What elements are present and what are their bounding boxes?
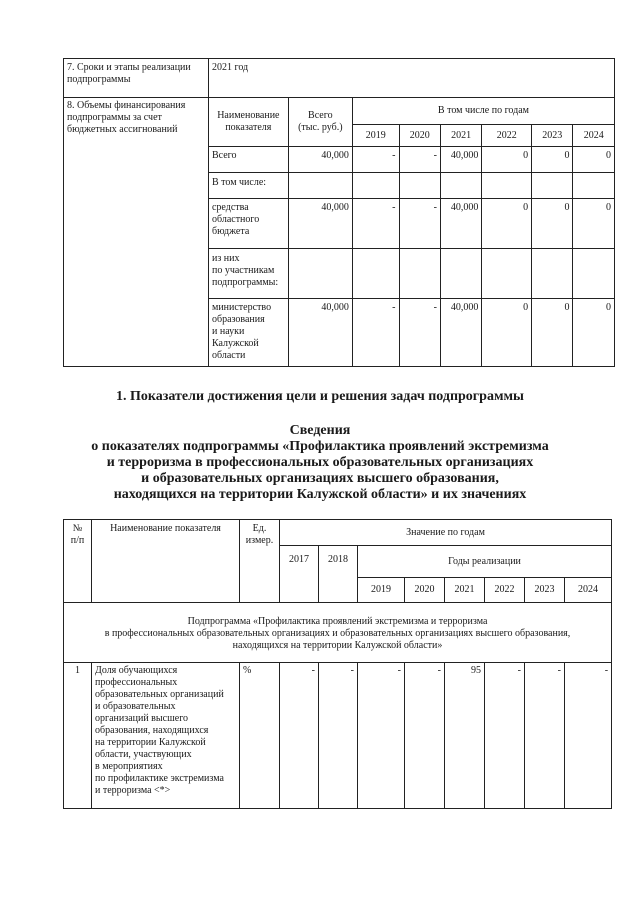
info-title: Сведения [289, 423, 351, 438]
year-2019: 2019 [352, 125, 399, 147]
cell: - [565, 663, 612, 809]
row-name: Всего [208, 147, 288, 173]
row7-label: 7. Сроки и этапы реализации подпрограммы [64, 59, 209, 98]
cell: - [485, 663, 525, 809]
cell: 0 [532, 299, 573, 367]
year-2024: 2024 [573, 125, 615, 147]
row-name: Доля обучающихся профессиональных образовательных организаций и образовательных организаций высшего образования, находящихся на территории Калужской области, участвующих в мероприятиях по профилактике экстремизма и терроризма <*> [92, 663, 240, 809]
cell: - [352, 199, 399, 249]
row-name: средства областного бюджета [208, 199, 288, 249]
cell: - [280, 663, 319, 809]
year-2021: 2021 [440, 125, 481, 147]
indicators-table [63, 519, 612, 809]
year-2022: 2022 [482, 125, 532, 147]
row-num: 1 [64, 663, 92, 809]
cell: - [399, 299, 440, 367]
table-row [64, 663, 612, 809]
cell [482, 173, 532, 199]
cell: 95 [445, 663, 485, 809]
cell [532, 173, 573, 199]
year-2019: 2019 [358, 578, 405, 603]
cell [399, 249, 440, 299]
year-2024: 2024 [565, 578, 612, 603]
row-total: 40,000 [288, 299, 352, 367]
row-name: министерство образования и науки Калужской области [208, 299, 288, 367]
cell: 0 [573, 299, 615, 367]
cell: 0 [573, 199, 615, 249]
row-total: 40,000 [288, 147, 352, 173]
cell: 40,000 [440, 199, 481, 249]
header-name: Наименование показателя [92, 520, 240, 603]
year-2023: 2023 [532, 125, 573, 147]
cell [440, 173, 481, 199]
row-unit: % [240, 663, 280, 809]
cell [532, 249, 573, 299]
header-by-years: В том числе по годам [352, 98, 614, 125]
row-name: из них по участникам подпрограммы: [208, 249, 288, 299]
row7-value: 2021 год [208, 59, 614, 98]
row8-label: 8. Объемы финансирования подпрограммы за счет бюджетных ассигнований [64, 98, 209, 367]
cell: - [352, 147, 399, 173]
header-2017: 2017 [280, 546, 319, 603]
cell: 0 [532, 147, 573, 173]
row-name: В том числе: [208, 173, 288, 199]
cell: 0 [482, 299, 532, 367]
cell: - [358, 663, 405, 809]
row-total: 40,000 [288, 199, 352, 249]
cell: - [399, 199, 440, 249]
cell: - [405, 663, 445, 809]
cell [288, 173, 352, 199]
header-total: Всего (тыс. руб.) [288, 98, 352, 147]
cell: 0 [482, 147, 532, 173]
subprogram-title: Подпрограмма «Профилактика проявлений экстремизма и терроризма в профессиональных образовательных организациях и образовательных организациях высшего образования, находящихся на территории Калужской области» [64, 603, 612, 663]
cell [482, 249, 532, 299]
cell [573, 173, 615, 199]
year-2022: 2022 [485, 578, 525, 603]
cell [288, 249, 352, 299]
section-title: 1. Показатели достижения цели и решения задач подпрограммы [116, 389, 524, 404]
cell: 0 [532, 199, 573, 249]
cell [440, 249, 481, 299]
cell: - [399, 147, 440, 173]
cell [352, 249, 399, 299]
year-2023: 2023 [525, 578, 565, 603]
cell: 40,000 [440, 299, 481, 367]
header-2018: 2018 [319, 546, 358, 603]
cell: - [352, 299, 399, 367]
funding-table [63, 58, 615, 367]
cell: - [525, 663, 565, 809]
year-2020: 2020 [399, 125, 440, 147]
cell: 40,000 [440, 147, 481, 173]
header-name: Наименование показателя [208, 98, 288, 147]
header-values-by-year: Значение по годам [280, 520, 612, 546]
cell: - [319, 663, 358, 809]
info-subtitle: о показателях подпрограммы «Профилактика проявлений экстремизма и терроризма в профессиональных образовательных организациях и образовательных организациях высшего образования, находящихся на территории Калужской области» и их значениях [91, 439, 549, 502]
cell [352, 173, 399, 199]
cell: 0 [482, 199, 532, 249]
cell [399, 173, 440, 199]
header-num: № п/п [64, 520, 92, 603]
year-2020: 2020 [405, 578, 445, 603]
cell [573, 249, 615, 299]
header-unit: Ед. измер. [240, 520, 280, 603]
cell: 0 [573, 147, 615, 173]
header-impl-years: Годы реализации [358, 546, 612, 578]
year-2021: 2021 [445, 578, 485, 603]
